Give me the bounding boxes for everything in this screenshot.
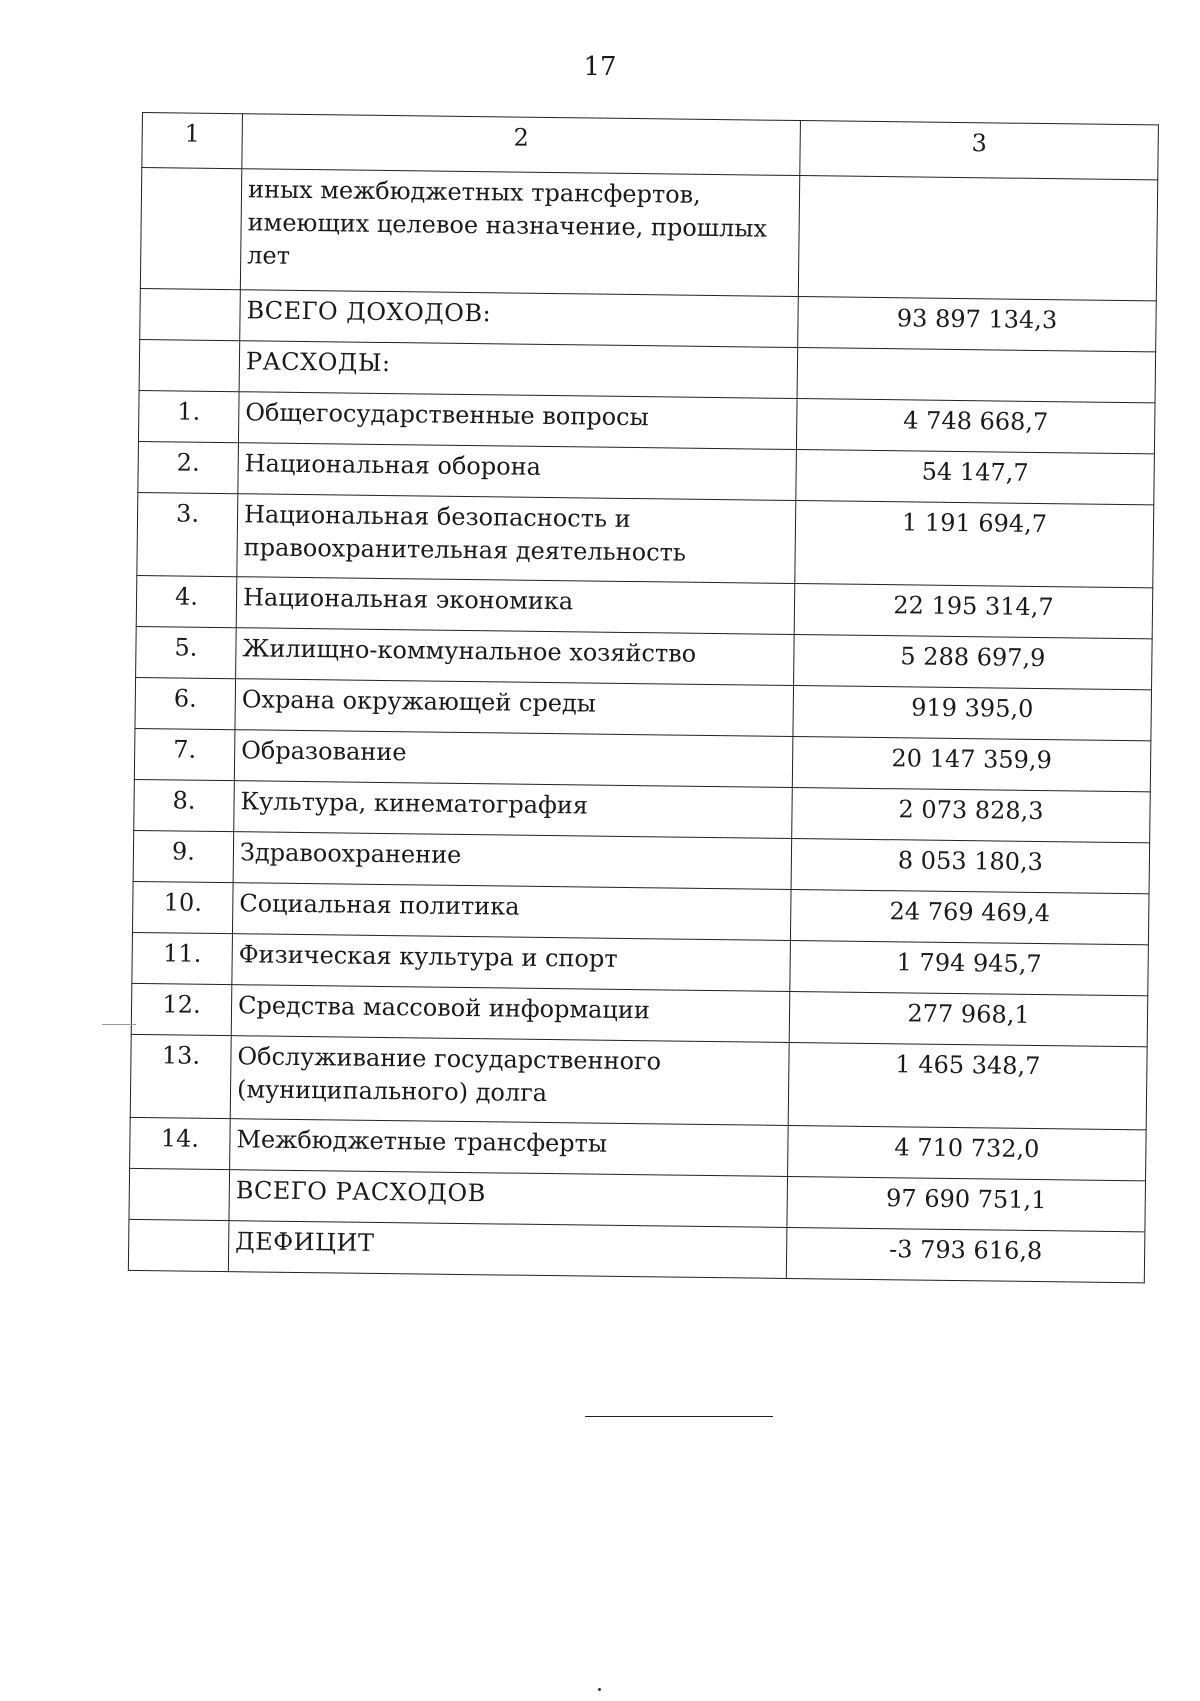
row-value: 8 053 180,3 xyxy=(791,838,1150,893)
table-row xyxy=(137,492,1154,587)
row-number: 8. xyxy=(134,779,235,831)
row-number: 13. xyxy=(130,1034,231,1118)
row-value xyxy=(797,348,1156,403)
row-name: Национальная оборона xyxy=(238,443,797,501)
row-name: Национальная безопасность и правоохранительная деятельность xyxy=(237,494,796,584)
row-name: Социальная политика xyxy=(232,883,791,941)
row-value: 4 748 668,7 xyxy=(796,399,1155,454)
row-number: 12. xyxy=(131,983,232,1035)
header-cell-3: 3 xyxy=(800,121,1159,180)
row-name: Охрана окружающей среды xyxy=(235,679,794,737)
row-name: ВСЕГО ДОХОДОВ: xyxy=(240,290,799,348)
row-name: ДЕФИЦИТ xyxy=(228,1221,787,1279)
row-name: ВСЕГО РАСХОДОВ xyxy=(229,1170,788,1228)
row-value: 4 710 732,0 xyxy=(788,1125,1147,1180)
header-cell-2: 2 xyxy=(242,114,801,176)
row-number xyxy=(128,1219,229,1271)
row-number xyxy=(129,1168,230,1220)
row-name: Средства массовой информации xyxy=(231,985,790,1043)
row-name: Обслуживание государственного (муниципального) долга xyxy=(230,1036,789,1126)
row-value: 93 897 134,3 xyxy=(798,297,1157,352)
row-name: Жилищно-коммунальное хозяйство xyxy=(236,628,795,686)
page-number: 17 xyxy=(583,52,617,82)
row-number: 14. xyxy=(130,1117,231,1169)
row-value: 22 195 314,7 xyxy=(794,584,1153,639)
row-number: 1. xyxy=(138,390,239,442)
row-value: 97 690 751,1 xyxy=(787,1176,1146,1231)
row-name: Физическая культура и спорт xyxy=(232,934,791,992)
row-value: 1 465 348,7 xyxy=(788,1042,1147,1129)
row-number xyxy=(140,288,241,340)
row-name: Здравоохранение xyxy=(233,832,792,890)
row-value xyxy=(798,176,1157,301)
row-number xyxy=(139,339,240,391)
row-number xyxy=(140,168,241,290)
row-number: 4. xyxy=(136,575,237,627)
row-number: 2. xyxy=(138,441,239,493)
row-name: Межбюджетные трансферты xyxy=(230,1119,789,1177)
row-value: 1 794 945,7 xyxy=(790,940,1149,995)
row-value: 2 073 828,3 xyxy=(792,787,1151,842)
row-value: 919 395,0 xyxy=(793,686,1152,741)
row-number: 11. xyxy=(132,932,233,984)
row-name: Культура, кинематография xyxy=(234,781,793,839)
row-name: Национальная экономика xyxy=(236,577,795,635)
row-value: -3 793 616,8 xyxy=(786,1227,1145,1282)
row-number: 5. xyxy=(136,626,237,678)
row-number: 7. xyxy=(134,728,235,780)
row-value: 1 191 694,7 xyxy=(795,501,1154,588)
table-row xyxy=(140,168,1157,301)
page-dot xyxy=(598,1688,601,1691)
end-rule xyxy=(585,1416,773,1417)
row-value: 24 769 469,4 xyxy=(790,889,1149,944)
row-number: 6. xyxy=(135,677,236,729)
header-cell-1: 1 xyxy=(142,113,243,169)
row-number: 9. xyxy=(133,830,234,882)
row-name: РАСХОДЫ: xyxy=(239,341,798,399)
row-value: 20 147 359,9 xyxy=(792,736,1151,791)
row-name: иных межбюджетных трансфертов, имеющих целевое назначение, прошлых лет xyxy=(240,169,799,297)
row-name: Образование xyxy=(234,730,793,788)
budget-table xyxy=(128,112,1159,1283)
table-row xyxy=(130,1034,1147,1129)
row-number: 10. xyxy=(132,881,233,933)
row-value: 277 968,1 xyxy=(789,991,1148,1046)
row-value: 54 147,7 xyxy=(796,450,1155,505)
row-number: 3. xyxy=(137,492,238,576)
row-name: Общегосударственные вопросы xyxy=(238,392,797,450)
row-value: 5 288 697,9 xyxy=(794,635,1153,690)
margin-mark xyxy=(102,1024,136,1025)
